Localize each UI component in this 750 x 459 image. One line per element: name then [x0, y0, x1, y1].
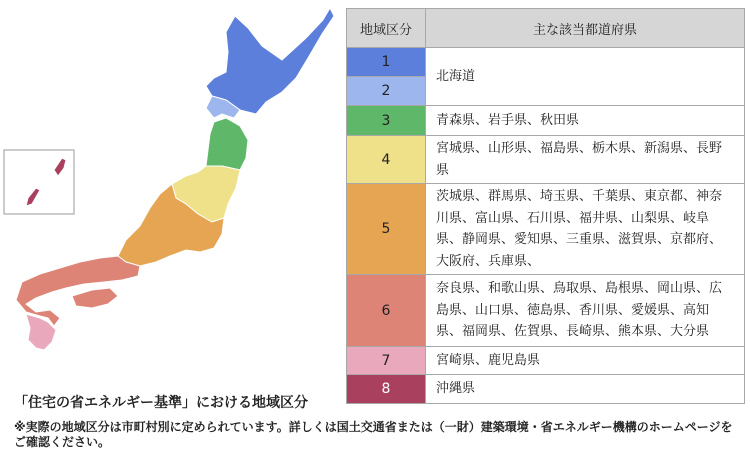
zone-cell-5: 5: [347, 184, 426, 275]
japan-climate-zone-map: [0, 0, 340, 375]
zone-cell-2: 2: [347, 77, 426, 106]
tohoku-zone3-region: [206, 118, 248, 170]
caption-note: ※実際の地域区分は市町村別に定められています。詳しくは国土交通省または（一財）建築環境・省エネルギー機構のホームページをご確認ください。: [14, 420, 733, 449]
prefecture-cell-3: 青森県、岩手県、秋田県: [426, 106, 745, 136]
header-prefectures: 主な該当都道府県: [426, 9, 745, 48]
prefecture-cell-7: 宮崎県、鹿児島県: [426, 347, 745, 375]
prefecture-cell-4: 宮城県、山形県、福島県、栃木県、新潟県、長野県: [426, 136, 745, 184]
zone-cell-1: 1: [347, 48, 426, 77]
caption-title: 「住宅の省エネルギー基準」における地域区分: [14, 395, 308, 411]
hokkaido-zone1-region: [206, 8, 334, 114]
shikoku-zone6-region: [72, 288, 118, 308]
zone-cell-4: 4: [347, 136, 426, 184]
zone-table: [346, 8, 745, 404]
western-zone6-region: [16, 256, 140, 326]
okinawa-zone8-region: [54, 158, 66, 176]
zone-cell-3: 3: [347, 106, 426, 136]
prefecture-cell-8: 沖縄県: [426, 375, 745, 404]
prefecture-cell-6: 奈良県、和歌山県、鳥取県、島根県、岡山県、広島県、山口県、徳島県、香川県、愛媛県、高知県、福岡県、佐賀県、長崎県、熊本県、大分県: [426, 275, 745, 347]
okinawa-islands-zone8: [26, 188, 40, 206]
prefecture-cell-hokkaido: 北海道: [426, 48, 745, 106]
zone-cell-8: 8: [347, 375, 426, 404]
zone-cell-7: 7: [347, 347, 426, 375]
zone-cell-6: 6: [347, 275, 426, 347]
header-zone: 地域区分: [347, 9, 426, 48]
caption: [14, 392, 744, 450]
prefecture-cell-5: 茨城県、群馬県、埼玉県、千葉県、東京都、神奈川県、富山県、石川県、福井県、山梨県、岐阜県、静岡県、愛知県、三重県、滋賀県、京都府、大阪府、兵庫県、: [426, 184, 745, 275]
